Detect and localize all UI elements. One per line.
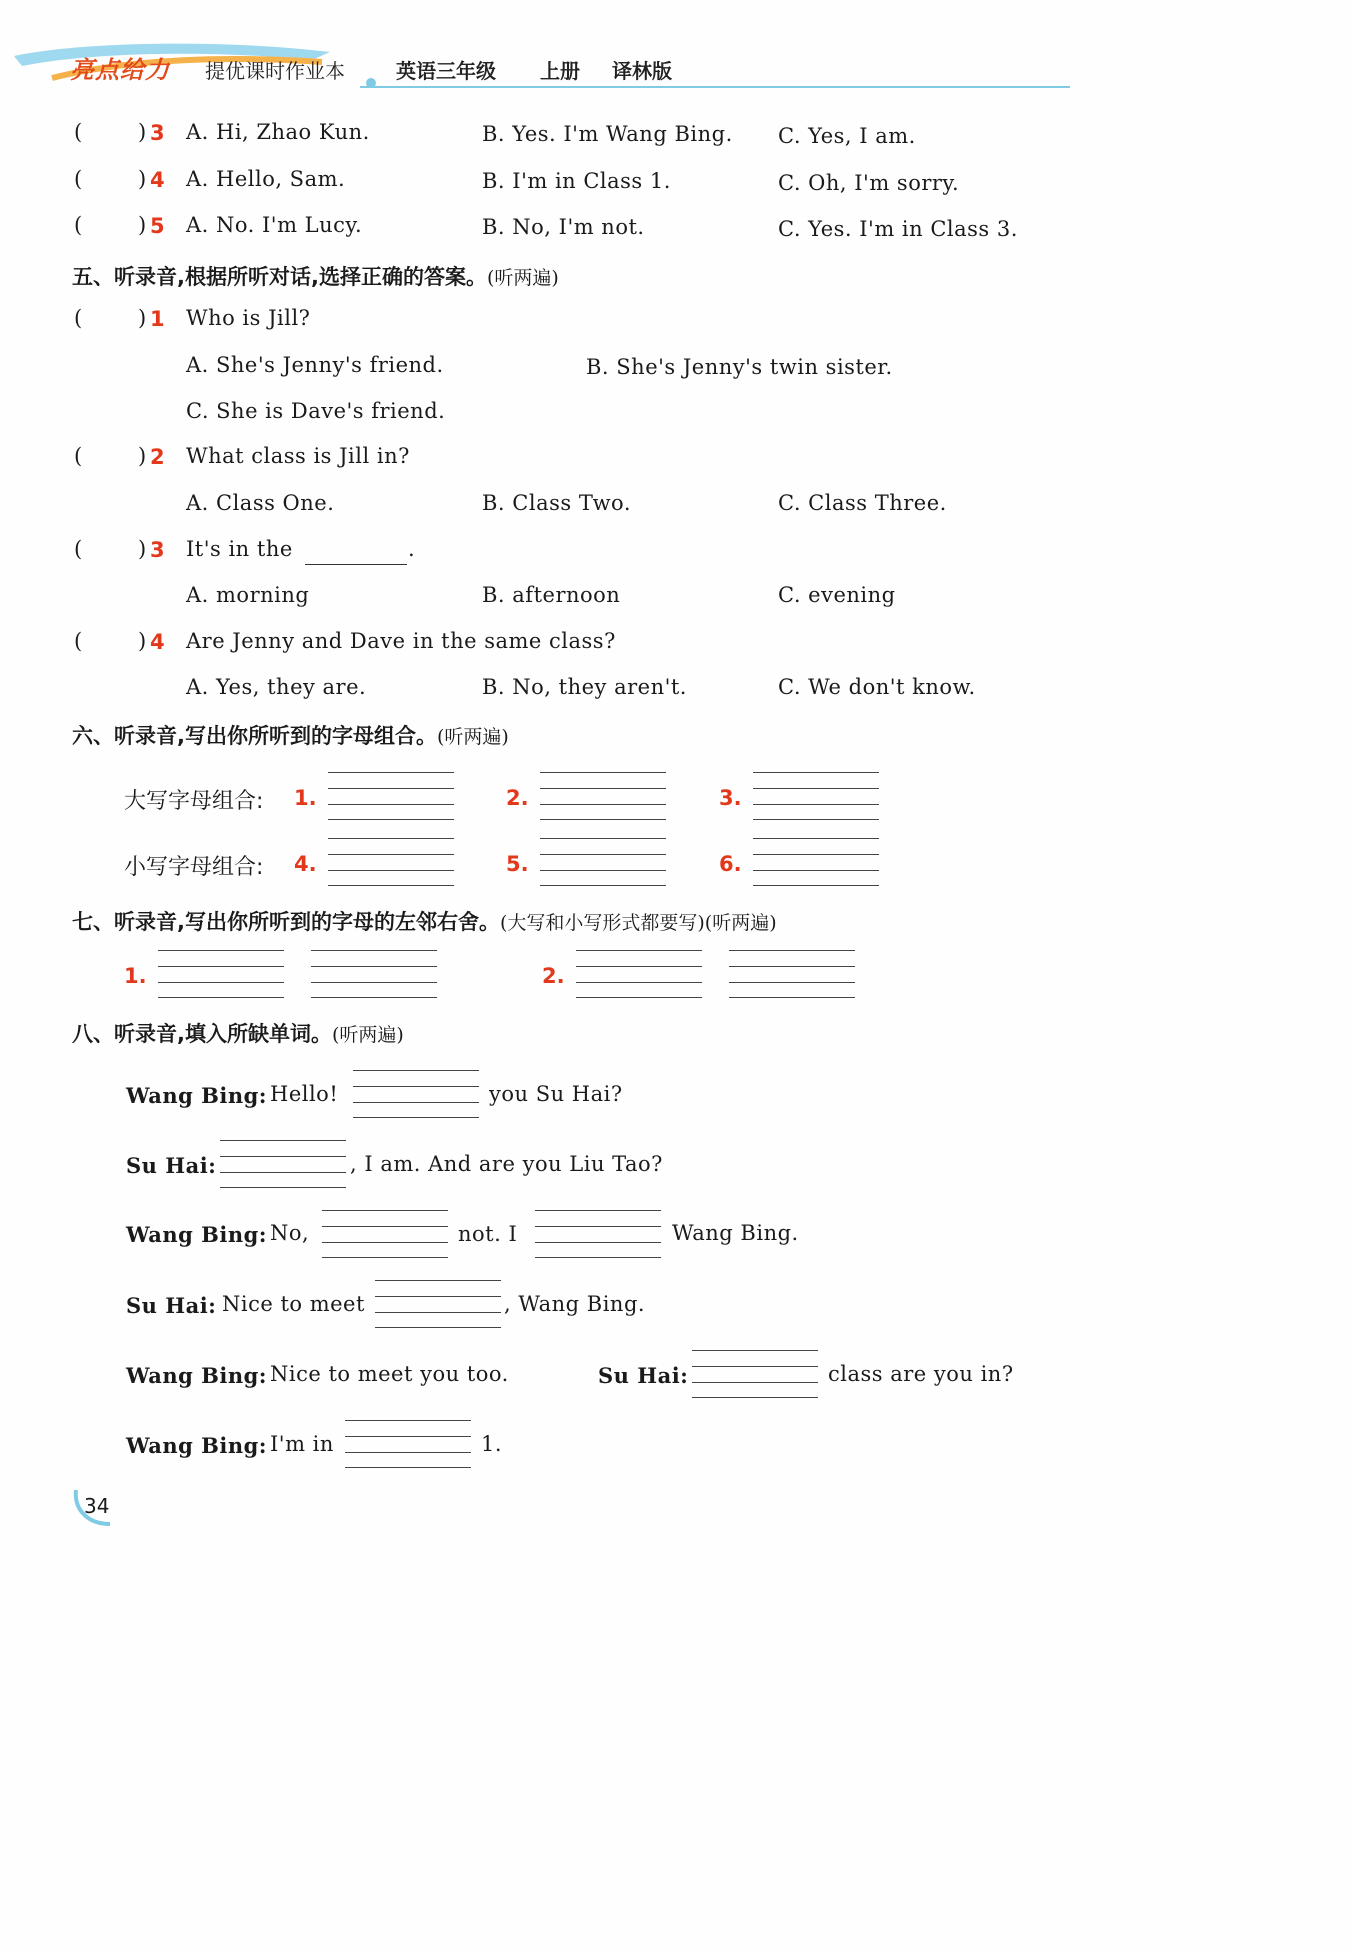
- four-line-blank[interactable]: [576, 950, 702, 998]
- answer-paren[interactable]: (: [74, 306, 83, 330]
- four-line-blank[interactable]: [535, 1210, 661, 1258]
- option-b: B. No, I'm not.: [482, 215, 645, 239]
- question-text: It's in the: [186, 537, 293, 561]
- header-divider: [360, 86, 1070, 88]
- question-number: 1: [150, 307, 165, 331]
- option-b: B. Class Two.: [482, 491, 631, 515]
- uppercase-label: 大写字母组合:: [124, 789, 264, 814]
- question-number: 3: [150, 121, 165, 145]
- blank-number: 2.: [542, 964, 565, 988]
- four-line-blank[interactable]: [540, 772, 666, 820]
- option-a: A. morning: [186, 583, 310, 607]
- question-text: Who is Jill?: [186, 306, 311, 330]
- option-c: C. Yes. I'm in Class 3.: [778, 217, 1018, 241]
- option-b: B. She's Jenny's twin sister.: [586, 355, 893, 379]
- option-c: C. She is Dave's friend.: [186, 399, 446, 423]
- four-line-blank[interactable]: [353, 1070, 479, 1118]
- blank-number: 3.: [719, 786, 742, 810]
- blank-number: 6.: [719, 852, 742, 876]
- four-line-blank[interactable]: [692, 1350, 818, 1398]
- blank-number: 5.: [506, 852, 529, 876]
- four-line-blank[interactable]: [753, 772, 879, 820]
- header-volume: 上册: [540, 59, 580, 83]
- speaker-label: Su Hai:: [126, 1293, 217, 1318]
- option-a: A. Hello, Sam.: [186, 167, 346, 191]
- option-a: A. Hi, Zhao Kun.: [186, 120, 370, 144]
- four-line-blank[interactable]: [311, 950, 437, 998]
- blank-number: 4.: [294, 852, 317, 876]
- four-line-blank[interactable]: [729, 950, 855, 998]
- four-line-blank[interactable]: [328, 838, 454, 886]
- answer-paren[interactable]: (: [74, 213, 83, 237]
- option-c: C. Oh, I'm sorry.: [778, 171, 960, 195]
- option-b: B. No, they aren't.: [482, 675, 687, 699]
- four-line-blank[interactable]: [753, 838, 879, 886]
- answer-paren[interactable]: (: [74, 167, 83, 191]
- speaker-label: Su Hai:: [598, 1363, 689, 1388]
- option-b: B. Yes. I'm Wang Bing.: [482, 122, 733, 146]
- question-text: Are Jenny and Dave in the same class?: [186, 629, 616, 653]
- question-number: 4: [150, 168, 165, 192]
- section-6-title: 六、听录音,写出你所听到的字母组合。(听两遍): [72, 724, 509, 748]
- answer-paren[interactable]: (: [74, 537, 83, 561]
- four-line-blank[interactable]: [322, 1210, 448, 1258]
- speaker-label: Wang Bing:: [126, 1083, 268, 1108]
- four-line-blank[interactable]: [375, 1280, 501, 1328]
- four-line-blank[interactable]: [328, 772, 454, 820]
- blank-number: 1.: [124, 964, 147, 988]
- lowercase-label: 小写字母组合:: [124, 855, 264, 880]
- answer-paren[interactable]: (: [74, 444, 83, 468]
- option-c: C. We don't know.: [778, 675, 976, 699]
- speaker-label: Wang Bing:: [126, 1222, 268, 1247]
- option-b: B. I'm in Class 1.: [482, 169, 671, 193]
- option-b: B. afternoon: [482, 583, 621, 607]
- header-edition: 译林版: [612, 59, 672, 83]
- answer-paren[interactable]: (: [74, 629, 83, 653]
- brand-title: 亮点给力: [70, 56, 170, 84]
- speaker-label: Wang Bing:: [126, 1363, 268, 1388]
- answer-paren[interactable]: (: [74, 120, 83, 144]
- speaker-label: Wang Bing:: [126, 1433, 268, 1458]
- four-line-blank[interactable]: [345, 1420, 471, 1468]
- page-number: 34: [84, 1494, 110, 1518]
- question-number: 2: [150, 445, 165, 469]
- option-a: A. Class One.: [186, 491, 335, 515]
- option-a: A. No. I'm Lucy.: [186, 213, 363, 237]
- blank-number: 2.: [506, 786, 529, 810]
- fill-blank[interactable]: [305, 564, 407, 565]
- header-subject: 英语三年级: [396, 59, 496, 83]
- question-number: 4: [150, 630, 165, 654]
- page-header: [0, 0, 1080, 110]
- option-c: C. Class Three.: [778, 491, 947, 515]
- four-line-blank[interactable]: [158, 950, 284, 998]
- question-number: 5: [150, 214, 165, 238]
- option-c: C. Yes, I am.: [778, 124, 916, 148]
- question-number: 3: [150, 538, 165, 562]
- section-8-title: 八、听录音,填入所缺单词。(听两遍): [72, 1022, 404, 1046]
- option-a: A. Yes, they are.: [186, 675, 367, 699]
- brand-subtitle: 提优课时作业本: [205, 59, 345, 83]
- option-a: A. She's Jenny's friend.: [186, 353, 444, 377]
- blank-number: 1.: [294, 786, 317, 810]
- four-line-blank[interactable]: [220, 1140, 346, 1188]
- section-7-title: 七、听录音,写出你所听到的字母的左邻右舍。(大写和小写形式都要写)(听两遍): [72, 910, 777, 934]
- section-5-title: 五、听录音,根据所听对话,选择正确的答案。(听两遍): [72, 265, 559, 289]
- speaker-label: Su Hai:: [126, 1153, 217, 1178]
- option-c: C. evening: [778, 583, 896, 607]
- four-line-blank[interactable]: [540, 838, 666, 886]
- question-text: What class is Jill in?: [186, 444, 410, 468]
